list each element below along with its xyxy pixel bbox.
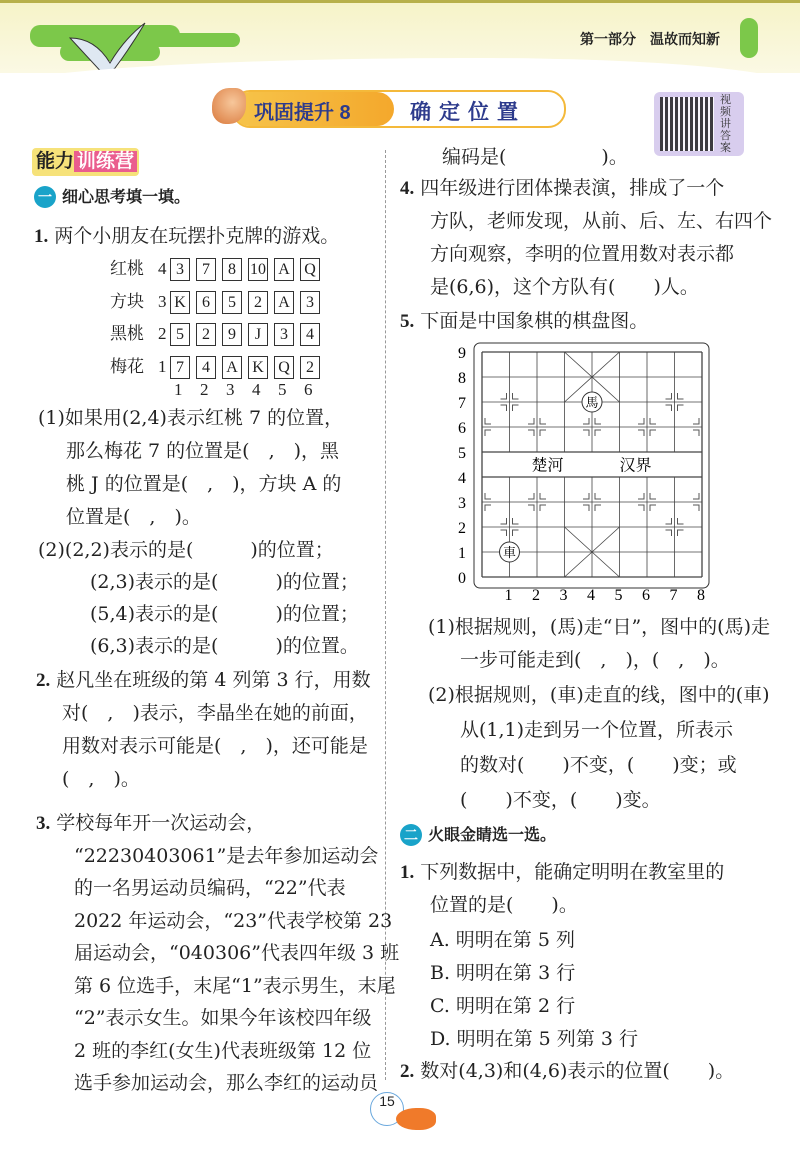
choice-option bbox=[430, 994, 575, 1018]
line-text: 的一名男运动员编码，“22”代表 bbox=[74, 877, 346, 899]
river-label-left: 楚河 bbox=[531, 455, 564, 475]
choice-question-2 bbox=[400, 1059, 734, 1084]
line-text: 从(1,1)走到另一个位置，所表示 bbox=[460, 719, 734, 741]
position-marker bbox=[678, 393, 684, 399]
y-tick-label: 2 bbox=[458, 520, 466, 537]
position-marker bbox=[513, 530, 519, 536]
playing-card: 2 bbox=[300, 356, 320, 379]
playing-card: 2 bbox=[196, 323, 216, 346]
position-marker bbox=[540, 418, 546, 424]
y-tick-label: 9 bbox=[458, 345, 466, 362]
position-marker bbox=[678, 530, 684, 536]
playing-card: 9 bbox=[222, 323, 242, 346]
line-text: 对( , )表示，李晶坐在她的前面， bbox=[62, 702, 368, 724]
playing-card: 2 bbox=[248, 291, 268, 314]
q3-line bbox=[74, 974, 396, 998]
q1-line bbox=[66, 505, 201, 529]
part-title: 火眼金睛选一选。 bbox=[428, 827, 557, 844]
qr-code-box[interactable] bbox=[654, 92, 744, 156]
q1-line bbox=[66, 472, 341, 496]
row-number: 3 bbox=[158, 291, 167, 311]
shell-icon bbox=[212, 88, 246, 124]
playing-card: J bbox=[248, 323, 268, 346]
page-number: 15 bbox=[370, 1092, 404, 1126]
position-marker bbox=[513, 518, 519, 524]
x-tick-label: 6 bbox=[642, 587, 650, 604]
y-tick-label: 1 bbox=[458, 545, 466, 562]
card-row bbox=[110, 319, 326, 346]
position-marker bbox=[650, 418, 656, 424]
card-row bbox=[110, 287, 326, 314]
question-number: 5. bbox=[400, 311, 415, 332]
line-text: 第 6 位选手，末尾“1”表示男生，末尾 bbox=[74, 974, 396, 997]
position-marker bbox=[666, 393, 672, 399]
column-number: 5 bbox=[278, 380, 287, 399]
line-text: 赵凡坐在班级的第 4 列第 3 行，用数 bbox=[56, 669, 371, 691]
card-row bbox=[110, 352, 326, 379]
chess-piece-label: 馬 bbox=[585, 396, 599, 411]
line-text: 选手参加运动会，那么李红的运动员 bbox=[74, 1072, 379, 1094]
q3-line bbox=[74, 844, 378, 868]
line-text: 方队，老师发现，从前、后、左、右四个 bbox=[430, 210, 773, 232]
position-marker bbox=[583, 418, 589, 424]
part-one-heading bbox=[34, 186, 190, 209]
row-number: 2 bbox=[158, 324, 167, 343]
question-5 bbox=[400, 309, 648, 334]
q4-line bbox=[430, 242, 734, 266]
q1-line bbox=[90, 570, 359, 594]
line-text: 用数对表示可能是( , )，还可能是 bbox=[62, 735, 368, 757]
q5-line bbox=[428, 615, 770, 639]
line-text: 位置的是( )。 bbox=[430, 894, 578, 916]
position-marker bbox=[693, 418, 699, 424]
line-text: (5,4)表示的是( )的位置； bbox=[90, 603, 359, 625]
column-number: 2 bbox=[200, 380, 209, 399]
position-marker bbox=[513, 393, 519, 399]
position-marker bbox=[583, 505, 589, 511]
position-marker bbox=[693, 430, 699, 436]
submarine-icon bbox=[396, 1108, 436, 1130]
playing-card: 5 bbox=[222, 291, 242, 314]
position-marker bbox=[485, 505, 491, 511]
line-text: 2022 年运动会，“23”代表学校第 23 bbox=[74, 909, 393, 932]
y-tick-label: 6 bbox=[458, 420, 466, 437]
qr-label: 视频讲答案 bbox=[720, 93, 731, 154]
q1-line bbox=[90, 634, 359, 658]
position-marker bbox=[501, 530, 507, 536]
position-marker bbox=[693, 505, 699, 511]
column-number: 1 bbox=[174, 380, 183, 399]
playing-card: 10 bbox=[248, 258, 268, 281]
line-text: 桃 J 的位置是( , )，方块 A 的 bbox=[66, 473, 342, 495]
line-text: (2,3)表示的是( )的位置； bbox=[90, 571, 359, 593]
lesson-number: 巩固提升 8 bbox=[254, 102, 351, 124]
question-text: 数对(4,3)和(4,6)表示的位置( )。 bbox=[420, 1060, 735, 1082]
line-text: A. 明明在第 5 列 bbox=[430, 929, 575, 951]
playing-card: K bbox=[248, 356, 268, 379]
position-marker bbox=[528, 418, 534, 424]
line-text: 届运动会，“040306”代表四年级 3 班 bbox=[74, 942, 400, 964]
q4-line bbox=[430, 209, 772, 233]
playing-card: 5 bbox=[170, 323, 190, 346]
q2-line bbox=[62, 767, 140, 791]
position-marker bbox=[638, 418, 644, 424]
x-tick-label: 2 bbox=[532, 587, 540, 604]
suit-label: 红桃 bbox=[110, 259, 144, 279]
playing-card: 3 bbox=[300, 291, 320, 314]
question-number: 2. bbox=[400, 1061, 415, 1082]
line-text: 位置是( , )。 bbox=[66, 506, 201, 528]
y-tick-label: 5 bbox=[458, 445, 466, 462]
playing-card: Q bbox=[274, 356, 294, 379]
part-title: 细心思考填一填。 bbox=[62, 189, 191, 206]
header-banner bbox=[0, 0, 800, 73]
choice-option bbox=[430, 961, 575, 985]
position-marker bbox=[638, 505, 644, 511]
line-text: 的数对( )不变，( )变；或 bbox=[460, 754, 737, 776]
cloud-decoration bbox=[140, 33, 240, 47]
x-tick-label: 4 bbox=[587, 587, 595, 604]
y-tick-label: 7 bbox=[458, 395, 466, 412]
q4-line bbox=[400, 176, 724, 201]
q1-line bbox=[38, 406, 343, 430]
q3-line bbox=[74, 1039, 371, 1063]
q3-line bbox=[74, 941, 399, 965]
position-marker bbox=[678, 405, 684, 411]
q5-line bbox=[428, 683, 770, 707]
suit-label: 方块 bbox=[110, 291, 144, 312]
qr-code-icon[interactable] bbox=[660, 97, 714, 151]
part-number: 二 bbox=[400, 824, 422, 846]
position-marker bbox=[666, 518, 672, 524]
card-row bbox=[110, 254, 326, 281]
chess-board bbox=[450, 338, 720, 608]
q3-line bbox=[442, 145, 628, 169]
section-title: 第一部分 温故而知新 bbox=[580, 31, 720, 47]
line-text: 那么梅花 7 的位置是( , )，黑 bbox=[66, 440, 340, 462]
line-text: 是(6,6)，这个方队有( )人。 bbox=[430, 276, 699, 298]
line-text: 编码是( )。 bbox=[442, 146, 628, 168]
line-text: “2”表示女生。如果今年该校四年级 bbox=[74, 1007, 372, 1029]
q3-line bbox=[74, 909, 392, 933]
q5-line bbox=[460, 753, 737, 777]
line-text: 四年级进行团体操表演，排成了一个 bbox=[420, 177, 725, 199]
question-number: 1. bbox=[400, 862, 415, 883]
position-marker bbox=[528, 430, 534, 436]
playing-card: A bbox=[274, 258, 294, 281]
y-tick-label: 3 bbox=[458, 495, 466, 512]
q4-line bbox=[430, 275, 699, 299]
position-marker bbox=[595, 430, 601, 436]
lesson-title: 确定位置 bbox=[410, 101, 526, 124]
line-text: (1)如果用(2,4)表示红桃 7 的位置， bbox=[38, 407, 344, 429]
playing-card: 3 bbox=[170, 258, 190, 281]
playing-card: K bbox=[170, 291, 190, 314]
playing-card: Q bbox=[300, 258, 320, 281]
q2-line bbox=[62, 734, 368, 758]
playing-card: 3 bbox=[274, 323, 294, 346]
playing-card: 8 bbox=[222, 258, 242, 281]
choice-option bbox=[430, 928, 575, 952]
question-number: 1. bbox=[34, 226, 49, 247]
position-marker bbox=[638, 430, 644, 436]
line-text: B. 明明在第 3 行 bbox=[430, 962, 576, 984]
lesson-banner bbox=[232, 90, 566, 128]
q1-line bbox=[90, 602, 359, 626]
line-text: 下列数据中，能确定明明在教室里的 bbox=[420, 861, 725, 883]
position-marker bbox=[693, 493, 699, 499]
question-1 bbox=[34, 224, 339, 249]
x-tick-label: 8 bbox=[697, 587, 705, 604]
q3-line bbox=[74, 876, 346, 900]
line-text: D. 明明在第 5 列第 3 行 bbox=[430, 1028, 638, 1050]
position-marker bbox=[650, 493, 656, 499]
q2-line bbox=[62, 701, 368, 725]
q5-line bbox=[460, 648, 730, 672]
position-marker bbox=[666, 530, 672, 536]
line-text: 一步可能走到( , )，( , )。 bbox=[460, 649, 730, 671]
question-number: 4. bbox=[400, 178, 415, 199]
position-marker bbox=[540, 493, 546, 499]
c1-line bbox=[430, 893, 578, 917]
position-marker bbox=[501, 518, 507, 524]
badge-highlight: 训练营 bbox=[74, 151, 137, 172]
q5-line bbox=[460, 718, 733, 742]
playing-card: A bbox=[274, 291, 294, 314]
q2-line bbox=[36, 668, 371, 693]
line-text: C. 明明在第 2 行 bbox=[430, 995, 576, 1017]
position-marker bbox=[583, 430, 589, 436]
y-tick-label: 8 bbox=[458, 370, 466, 387]
position-marker bbox=[650, 505, 656, 511]
line-text: (2)根据规则，(車)走直的线，图中的(車) bbox=[428, 684, 770, 706]
chess-piece-label: 車 bbox=[502, 546, 517, 561]
column-number: 4 bbox=[252, 380, 261, 399]
x-tick-label: 3 bbox=[559, 587, 568, 604]
line-text: ( , )。 bbox=[62, 768, 140, 790]
x-tick-label: 7 bbox=[669, 587, 678, 604]
playing-card: 7 bbox=[196, 258, 216, 281]
line-text: “22230403061”是去年参加运动会 bbox=[74, 844, 379, 867]
line-text: 2 班的李红(女生)代表班级第 12 位 bbox=[74, 1039, 372, 1062]
position-marker bbox=[595, 493, 601, 499]
line-text: 方向观察，李明的位置用数对表示都 bbox=[430, 243, 735, 265]
playing-card: 4 bbox=[196, 356, 216, 379]
line-text: (6,3)表示的是( )的位置。 bbox=[90, 635, 359, 657]
position-marker bbox=[678, 518, 684, 524]
position-marker bbox=[638, 493, 644, 499]
q3-line bbox=[36, 811, 265, 836]
question-number: 2. bbox=[36, 670, 51, 691]
line-text: (1)根据规则，(馬)走“日”，图中的(馬)走 bbox=[428, 616, 770, 638]
q5-line bbox=[460, 788, 661, 812]
playing-card: A bbox=[222, 356, 242, 379]
row-number: 1 bbox=[158, 356, 167, 376]
column-number: 3 bbox=[226, 380, 235, 399]
suit-label: 黑桃 bbox=[110, 324, 144, 344]
part-number: 一 bbox=[34, 186, 56, 208]
position-marker bbox=[583, 493, 589, 499]
position-marker bbox=[595, 505, 601, 511]
position-marker bbox=[485, 430, 491, 436]
position-marker bbox=[485, 418, 491, 424]
badge-text: 能力 bbox=[36, 151, 75, 172]
q1-line bbox=[66, 439, 339, 463]
line-text: 学校每年开一次运动会， bbox=[56, 812, 266, 834]
y-tick-label: 0 bbox=[458, 570, 466, 587]
question-text: 下面是中国象棋的棋盘图。 bbox=[420, 310, 649, 332]
position-marker bbox=[501, 405, 507, 411]
column-numbers bbox=[174, 380, 330, 400]
column-number: 6 bbox=[304, 380, 313, 399]
line-text: ( )不变，( )变。 bbox=[460, 789, 661, 811]
playing-card: 7 bbox=[170, 356, 190, 379]
c1-line bbox=[400, 860, 724, 885]
position-marker bbox=[540, 505, 546, 511]
playing-card: 4 bbox=[300, 323, 320, 346]
line-text: (2)(2,2)表示的是( )的位置； bbox=[38, 539, 334, 561]
y-tick-label: 4 bbox=[458, 470, 466, 487]
question-text: 两个小朋友在玩摆扑克牌的游戏。 bbox=[54, 225, 340, 247]
position-marker bbox=[540, 430, 546, 436]
position-marker bbox=[650, 430, 656, 436]
position-marker bbox=[501, 393, 507, 399]
river-label-right: 汉界 bbox=[619, 455, 652, 475]
q3-line bbox=[74, 1071, 378, 1095]
position-marker bbox=[595, 418, 601, 424]
lesson-number-area bbox=[234, 92, 394, 126]
suit-label: 梅花 bbox=[110, 356, 144, 377]
section-badge bbox=[32, 148, 139, 176]
x-tick-label: 1 bbox=[504, 587, 513, 604]
q1-line bbox=[38, 538, 334, 562]
position-marker bbox=[528, 505, 534, 511]
x-tick-label: 5 bbox=[614, 587, 623, 604]
row-number: 4 bbox=[158, 259, 167, 278]
choice-option bbox=[430, 1027, 638, 1051]
question-number: 3. bbox=[36, 813, 51, 834]
position-marker bbox=[485, 493, 491, 499]
position-marker bbox=[666, 405, 672, 411]
part-two-heading bbox=[400, 824, 556, 847]
cloud-decoration bbox=[740, 18, 758, 58]
playing-card: 6 bbox=[196, 291, 216, 314]
position-marker bbox=[513, 405, 519, 411]
position-marker bbox=[528, 493, 534, 499]
q3-line bbox=[74, 1006, 372, 1030]
